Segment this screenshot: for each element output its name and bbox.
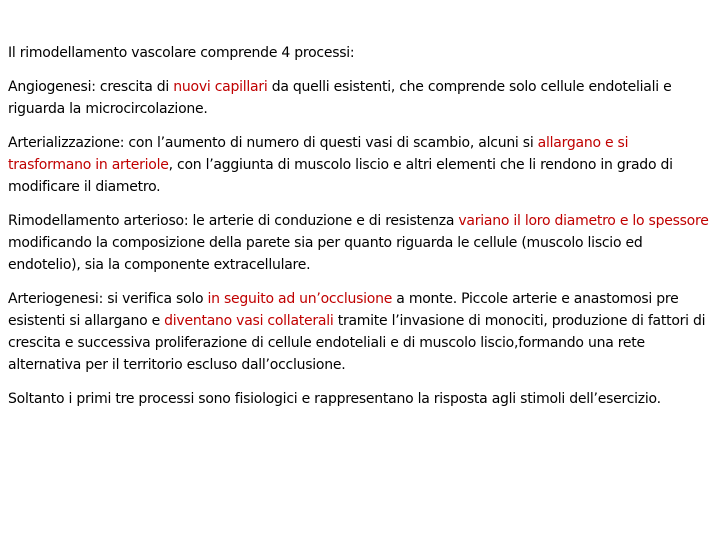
arteriogenesi-highlight-2: diventano vasi collaterali (164, 313, 334, 329)
rimodellamento-highlight-1: variano il loro diametro e lo spessore (458, 213, 709, 229)
term-arteriogenesi: Arteriogenesi (8, 291, 99, 307)
arterializzazione-text-1: : con l’aumento di numero di questi vasi di scambio, alcuni si (119, 135, 538, 151)
paragraph-angiogenesi (8, 76, 714, 120)
arterializzazione-highlight-1: allargano e si trasformano in arteriole (8, 135, 629, 173)
paragraph-arterializzazione (8, 132, 714, 198)
slide-content (8, 42, 714, 422)
intro-text: Il rimodellamento vascolare comprende 4 processi: (8, 45, 355, 61)
paragraph-arteriogenesi (8, 288, 714, 376)
arteriogenesi-text-1: : si verifica solo (98, 291, 208, 307)
conclusion-text: Soltanto i primi tre processi sono fisiologici e rappresentano la risposta agli stimoli dell’esercizio. (8, 391, 661, 407)
paragraph-rimodellamento (8, 210, 714, 276)
angiogenesi-text-2: da quelli esistenti, che comprende solo cellule endoteliali e riguarda la microcircolazione. (8, 79, 672, 117)
arterializzazione-text-2: , con l’aggiunta di muscolo liscio e altri elementi che li rendono in grado di modificare il diametro. (8, 157, 673, 195)
rimodellamento-text-2: modificando la composizione della parete sia per quanto riguarda le cellule (muscolo liscio ed endotelio), sia la componente extracellulare. (8, 235, 643, 273)
rimodellamento-text-1: arterioso: le arterie di conduzione e di resistenza (119, 213, 459, 229)
arteriogenesi-text-3: tramite l’invasione di monociti, produzione di fattori di crescita e successiva proliferazione di cellule endoteliali e di muscolo liscio,formando una rete alternativa per il territorio escluso dall’occlusione. (8, 313, 706, 373)
term-rimodellamento: Rimodellamento (8, 213, 120, 229)
angiogenesi-text-1: : crescita di (91, 79, 174, 95)
arteriogenesi-text-2: a monte. Piccole arterie e anastomosi pre esistenti si allargano e (8, 291, 679, 329)
term-arterializzazione: Arterializzazione (8, 135, 120, 151)
term-angiogenesi: Angiogenesi (8, 79, 92, 95)
arteriogenesi-highlight-1: in seguito ad un’occlusione (207, 291, 393, 307)
angiogenesi-highlight-1: nuovi capillari (173, 79, 268, 95)
